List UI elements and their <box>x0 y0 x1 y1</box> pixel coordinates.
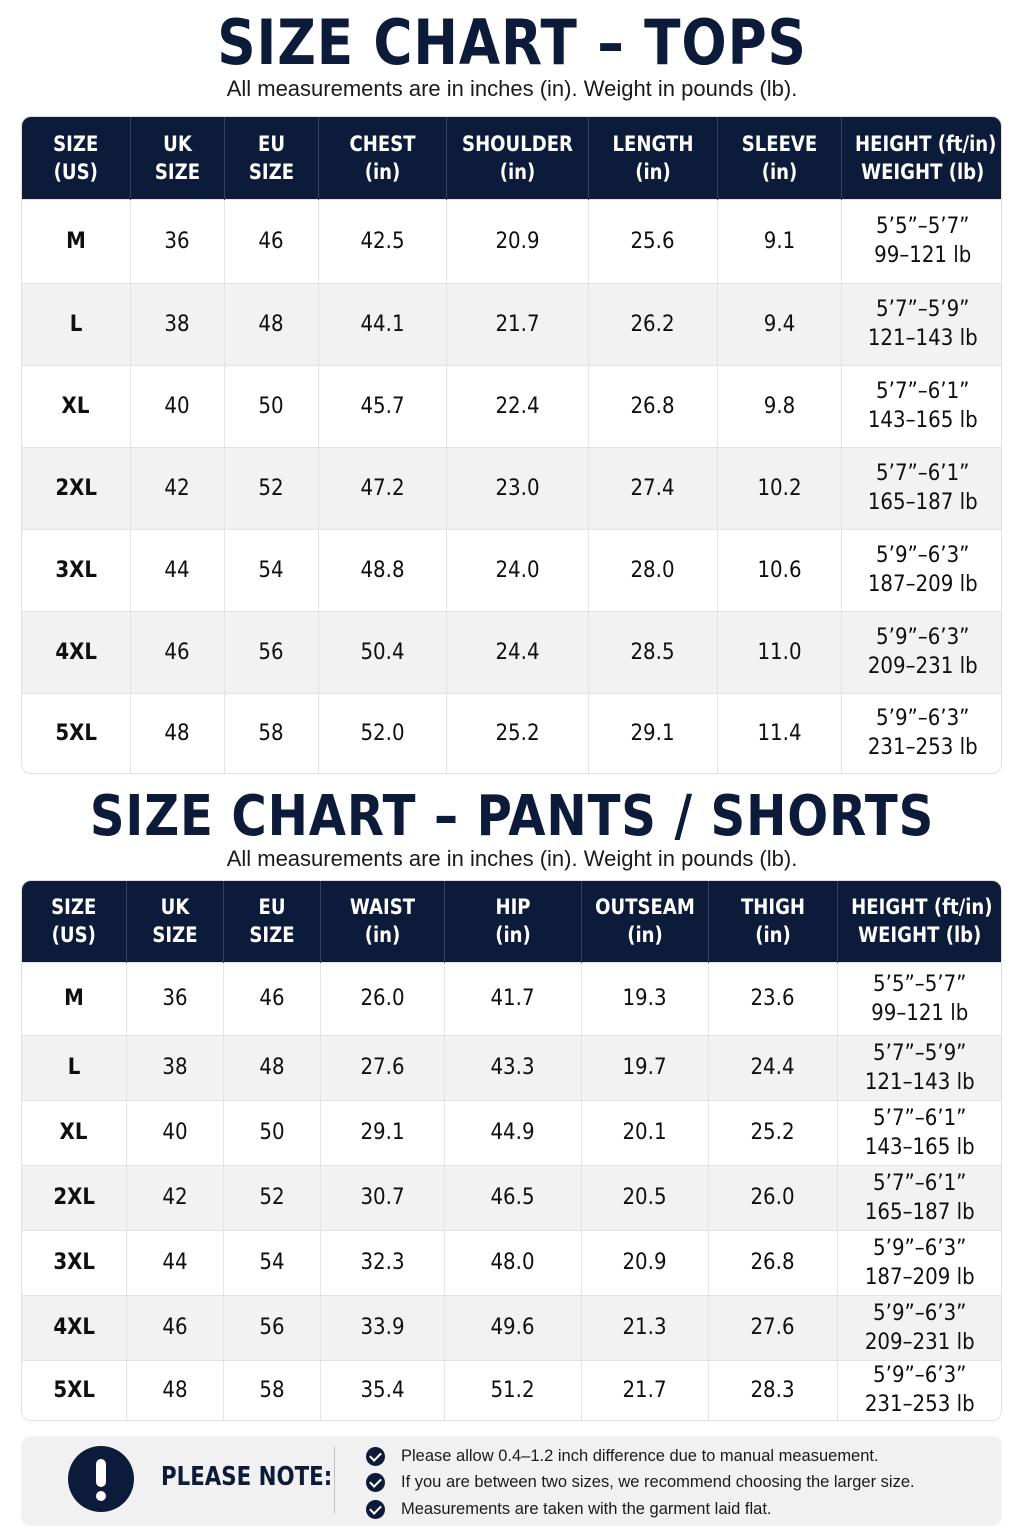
hip-cell: 51.2 <box>444 1360 581 1420</box>
height-weight-cell: 5’9”–6’3” 231–253 lb <box>841 693 1002 773</box>
note-label: PLEASE NOTE: <box>161 1462 333 1492</box>
check-circle-icon <box>366 1500 385 1519</box>
note-box <box>21 1436 1002 1526</box>
length-cell: 26.8 <box>588 365 717 447</box>
height-weight-cell: 5’7”–6’1” 165–187 lb <box>837 1165 1001 1230</box>
uk-size-cell: 48 <box>126 1360 223 1420</box>
chest-cell: 50.4 <box>318 611 446 693</box>
table-row <box>22 1230 1001 1295</box>
shoulder-cell: 24.0 <box>446 529 588 611</box>
size-cell: XL <box>22 1100 126 1165</box>
chest-cell: 45.7 <box>318 365 446 447</box>
waist-cell: 27.6 <box>320 1035 444 1100</box>
hip-cell: 41.7 <box>444 962 581 1035</box>
shoulder-cell: 25.2 <box>446 693 588 773</box>
thigh-cell: 26.8 <box>708 1230 837 1295</box>
outseam-cell: 21.7 <box>581 1360 708 1420</box>
shoulder-cell: 23.0 <box>446 447 588 529</box>
shoulder-cell: 21.7 <box>446 283 588 365</box>
chest-cell: 48.8 <box>318 529 446 611</box>
waist-cell: 29.1 <box>320 1100 444 1165</box>
table-row <box>22 365 1002 447</box>
pants-header-hip: HIP (in) <box>444 881 581 962</box>
height-weight-cell: 5’9”–6’3” 231–253 lb <box>837 1360 1001 1420</box>
size-cell: XL <box>22 365 130 447</box>
pants-header-size-us: SIZE (US) <box>22 881 126 962</box>
pants-header-height-weight: HEIGHT (ft/in) WEIGHT (lb) <box>837 881 1001 962</box>
table-row <box>22 283 1002 365</box>
uk-size-cell: 46 <box>130 611 224 693</box>
height-weight-cell: 5’9”–6’3” 187–209 lb <box>841 529 1002 611</box>
chest-cell: 47.2 <box>318 447 446 529</box>
sleeve-cell: 9.1 <box>717 199 841 283</box>
pants-header-row <box>22 881 1001 962</box>
size-cell: 2XL <box>22 1165 126 1230</box>
eu-size-cell: 58 <box>223 1360 320 1420</box>
eu-size-cell: 56 <box>223 1295 320 1360</box>
height-weight-cell: 5’5”–5’7” 99–121 lb <box>837 962 1001 1035</box>
hip-cell: 48.0 <box>444 1230 581 1295</box>
uk-size-cell: 44 <box>130 529 224 611</box>
length-cell: 28.0 <box>588 529 717 611</box>
height-weight-cell: 5’9”–6’3” 209–231 lb <box>841 611 1002 693</box>
shoulder-cell: 20.9 <box>446 199 588 283</box>
tops-header-size-us: SIZE (US) <box>22 117 130 199</box>
chest-cell: 52.0 <box>318 693 446 773</box>
size-cell: 2XL <box>22 447 130 529</box>
tops-subtitle: All measurements are in inches (in). Weight in pounds (lb). <box>226 76 798 101</box>
table-row <box>22 1165 1001 1230</box>
eu-size-cell: 48 <box>224 283 318 365</box>
thigh-cell: 23.6 <box>708 962 837 1035</box>
uk-size-cell: 46 <box>126 1295 223 1360</box>
sleeve-cell: 9.8 <box>717 365 841 447</box>
thigh-cell: 26.0 <box>708 1165 837 1230</box>
table-row <box>22 1035 1001 1100</box>
hip-cell: 43.3 <box>444 1035 581 1100</box>
tops-header-height-weight: HEIGHT (ft/in) WEIGHT (lb) <box>841 117 1002 199</box>
note-divider <box>334 1446 335 1514</box>
table-row <box>22 1295 1001 1360</box>
size-cell: 4XL <box>22 611 130 693</box>
hip-cell: 46.5 <box>444 1165 581 1230</box>
tops-header-row <box>22 117 1002 199</box>
length-cell: 26.2 <box>588 283 717 365</box>
length-cell: 28.5 <box>588 611 717 693</box>
hip-cell: 44.9 <box>444 1100 581 1165</box>
check-circle-icon <box>366 1473 385 1492</box>
check-circle-icon <box>366 1447 385 1466</box>
tops-header-length: LENGTH (in) <box>588 117 717 199</box>
length-cell: 29.1 <box>588 693 717 773</box>
uk-size-cell: 44 <box>126 1230 223 1295</box>
table-row <box>22 1360 1001 1420</box>
waist-cell: 32.3 <box>320 1230 444 1295</box>
note-text: If you are between two sizes, we recommend choosing the larger size. <box>401 1473 915 1492</box>
waist-cell: 30.7 <box>320 1165 444 1230</box>
shoulder-cell: 22.4 <box>446 365 588 447</box>
pants-subtitle: All measurements are in inches (in). Weight in pounds (lb). <box>226 846 798 871</box>
waist-cell: 33.9 <box>320 1295 444 1360</box>
size-cell: 3XL <box>22 529 130 611</box>
outseam-cell: 19.7 <box>581 1035 708 1100</box>
uk-size-cell: 38 <box>126 1035 223 1100</box>
uk-size-cell: 40 <box>126 1100 223 1165</box>
pants-header-uk-size: UK SIZE <box>126 881 223 962</box>
table-row <box>22 529 1002 611</box>
uk-size-cell: 40 <box>130 365 224 447</box>
note-text: Please allow 0.4–1.2 inch difference due to manual measuement. <box>401 1446 879 1465</box>
list-item <box>366 1470 915 1497</box>
thigh-cell: 27.6 <box>708 1295 837 1360</box>
eu-size-cell: 52 <box>223 1165 320 1230</box>
note-text: Measurements are taken with the garment laid flat. <box>401 1499 772 1518</box>
uk-size-cell: 38 <box>130 283 224 365</box>
tops-title: SIZE CHART – TOPS <box>217 6 807 79</box>
table-row <box>22 447 1002 529</box>
pants-header-thigh: THIGH (in) <box>708 881 837 962</box>
outseam-cell: 19.3 <box>581 962 708 1035</box>
length-cell: 25.6 <box>588 199 717 283</box>
height-weight-cell: 5’7”–5’9” 121–143 lb <box>837 1035 1001 1100</box>
chest-cell: 44.1 <box>318 283 446 365</box>
eu-size-cell: 58 <box>224 693 318 773</box>
eu-size-cell: 46 <box>223 962 320 1035</box>
uk-size-cell: 42 <box>126 1165 223 1230</box>
tops-header-uk-size: UK SIZE <box>130 117 224 199</box>
size-cell: M <box>22 962 126 1035</box>
tops-header-chest: CHEST (in) <box>318 117 446 199</box>
size-cell: L <box>22 1035 126 1100</box>
height-weight-cell: 5’5”–5’7” 99–121 lb <box>841 199 1002 283</box>
tops-header-sleeve: SLEEVE (in) <box>717 117 841 199</box>
uk-size-cell: 48 <box>130 693 224 773</box>
table-row <box>22 199 1002 283</box>
uk-size-cell: 42 <box>130 447 224 529</box>
pants-title: SIZE CHART – PANTS / SHORTS <box>89 784 935 849</box>
uk-size-cell: 36 <box>130 199 224 283</box>
list-item <box>366 1496 915 1523</box>
height-weight-cell: 5’7”–5’9” 121–143 lb <box>841 283 1002 365</box>
size-cell: 3XL <box>22 1230 126 1295</box>
sleeve-cell: 9.4 <box>717 283 841 365</box>
pants-header-waist: WAIST (in) <box>320 881 444 962</box>
height-weight-cell: 5’7”–6’1” 143–165 lb <box>837 1100 1001 1165</box>
waist-cell: 35.4 <box>320 1360 444 1420</box>
size-cell: 5XL <box>22 693 130 773</box>
eu-size-cell: 54 <box>223 1230 320 1295</box>
thigh-cell: 25.2 <box>708 1100 837 1165</box>
eu-size-cell: 56 <box>224 611 318 693</box>
table-row <box>22 1100 1001 1165</box>
eu-size-cell: 54 <box>224 529 318 611</box>
size-cell: M <box>22 199 130 283</box>
eu-size-cell: 52 <box>224 447 318 529</box>
table-row <box>22 962 1001 1035</box>
note-list <box>366 1443 915 1523</box>
exclamation-circle-icon <box>68 1446 134 1512</box>
length-cell: 27.4 <box>588 447 717 529</box>
thigh-cell: 28.3 <box>708 1360 837 1420</box>
eu-size-cell: 48 <box>223 1035 320 1100</box>
sleeve-cell: 11.4 <box>717 693 841 773</box>
chest-cell: 42.5 <box>318 199 446 283</box>
sleeve-cell: 10.2 <box>717 447 841 529</box>
pants-table <box>21 880 1002 1421</box>
sleeve-cell: 11.0 <box>717 611 841 693</box>
size-cell: 4XL <box>22 1295 126 1360</box>
height-weight-cell: 5’9”–6’3” 187–209 lb <box>837 1230 1001 1295</box>
pants-header-eu-size: EU SIZE <box>223 881 320 962</box>
table-row <box>22 693 1002 773</box>
table-row <box>22 611 1002 693</box>
height-weight-cell: 5’9”–6’3” 209–231 lb <box>837 1295 1001 1360</box>
height-weight-cell: 5’7”–6’1” 143–165 lb <box>841 365 1002 447</box>
eu-size-cell: 50 <box>224 365 318 447</box>
thigh-cell: 24.4 <box>708 1035 837 1100</box>
waist-cell: 26.0 <box>320 962 444 1035</box>
shoulder-cell: 24.4 <box>446 611 588 693</box>
list-item <box>366 1443 915 1470</box>
height-weight-cell: 5’7”–6’1” 165–187 lb <box>841 447 1002 529</box>
uk-size-cell: 36 <box>126 962 223 1035</box>
size-cell: L <box>22 283 130 365</box>
outseam-cell: 20.1 <box>581 1100 708 1165</box>
pants-header-outseam: OUTSEAM (in) <box>581 881 708 962</box>
size-cell: 5XL <box>22 1360 126 1420</box>
tops-table <box>21 116 1002 774</box>
hip-cell: 49.6 <box>444 1295 581 1360</box>
eu-size-cell: 50 <box>223 1100 320 1165</box>
tops-header-shoulder: SHOULDER (in) <box>446 117 588 199</box>
eu-size-cell: 46 <box>224 199 318 283</box>
outseam-cell: 20.9 <box>581 1230 708 1295</box>
outseam-cell: 20.5 <box>581 1165 708 1230</box>
outseam-cell: 21.3 <box>581 1295 708 1360</box>
sleeve-cell: 10.6 <box>717 529 841 611</box>
tops-header-eu-size: EU SIZE <box>224 117 318 199</box>
